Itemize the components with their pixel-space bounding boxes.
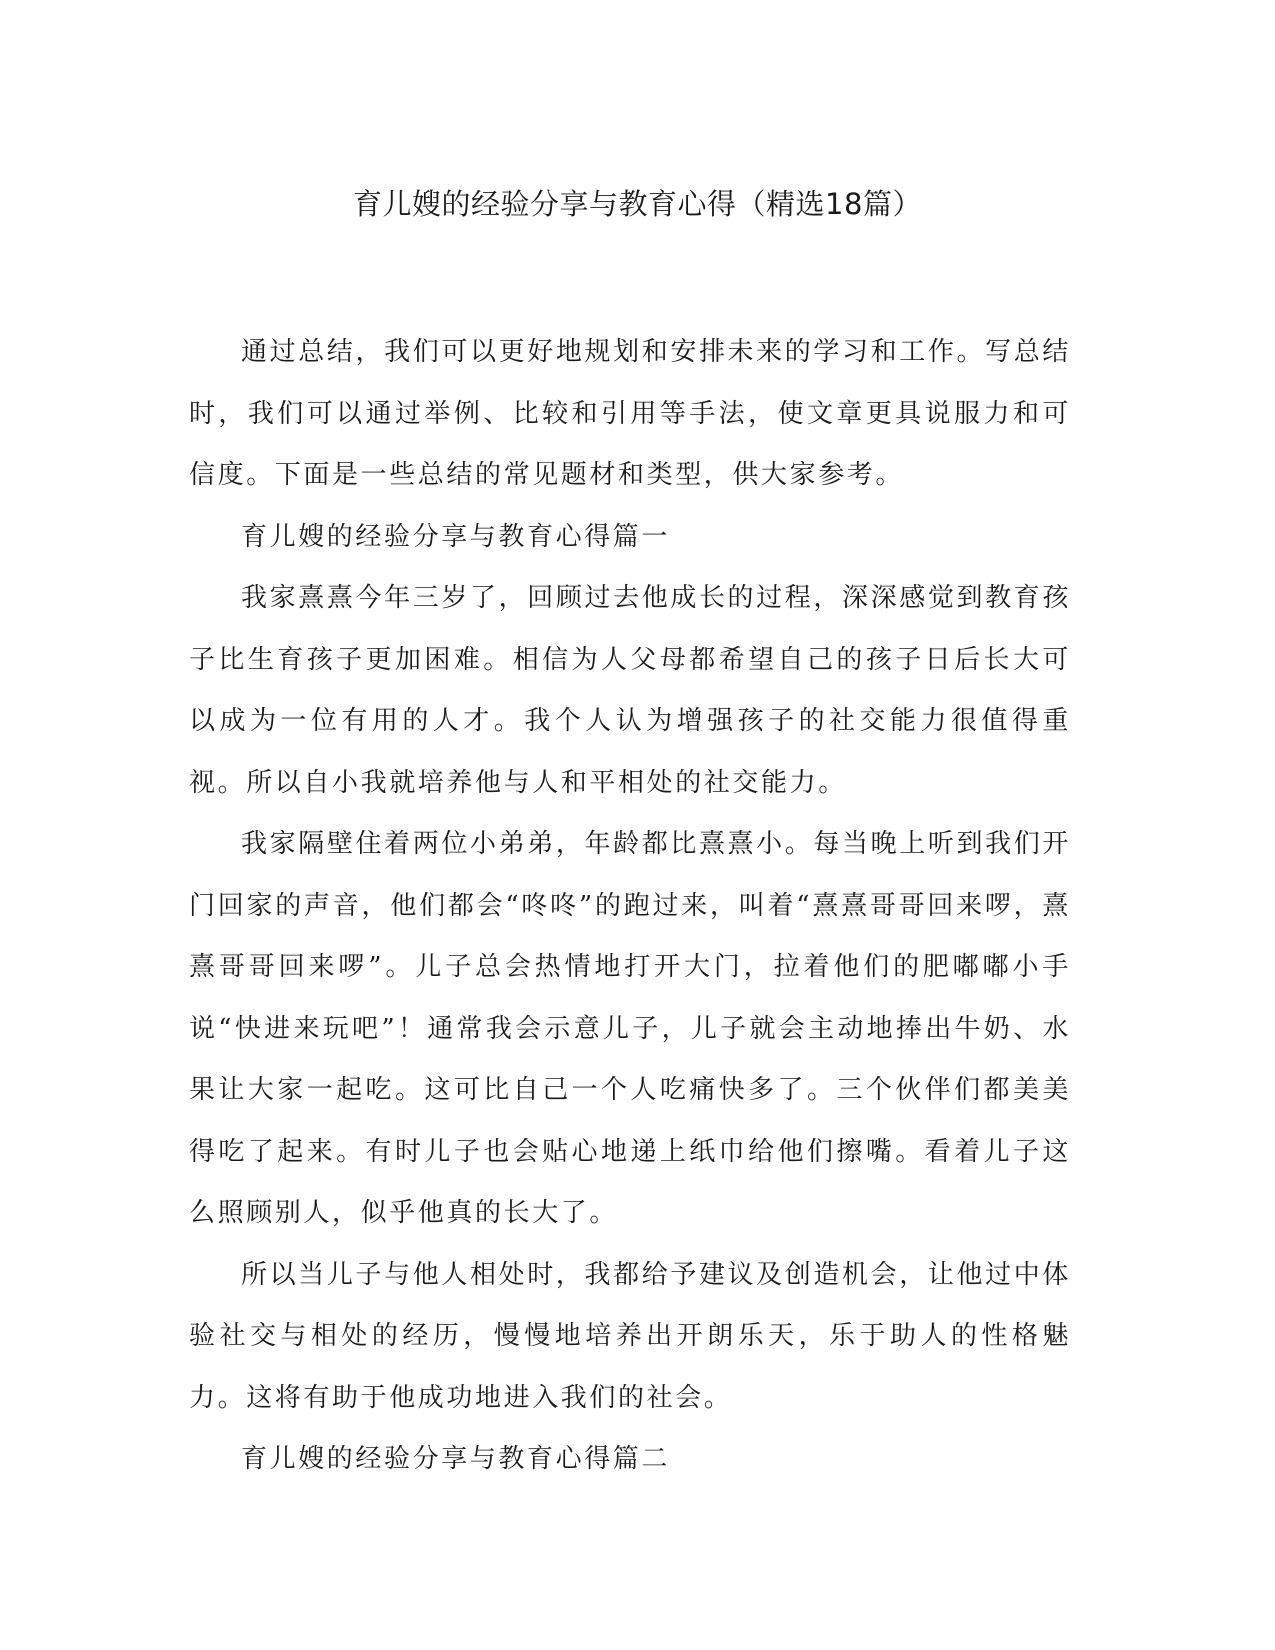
section-heading-2: 育儿嫂的经验分享与教育心得篇二 [241, 1444, 671, 1474]
document-title: 育儿嫂的经验分享与教育心得（精选18篇） [353, 187, 922, 221]
body-paragraph: 我家隔壁住着两位小弟弟，年龄都比熹熹小。每当晚上听到我们开门回家的声音，他们都会“咚咚”的跑过来，叫着“熹熹哥哥回来啰，熹熹哥哥回来啰”。儿子总会热情地打开大门，拉着他们的肥嘟嘟小手说“快进来玩吧”！通常我会示意儿子，儿子就会主动地捧出牛奶、水果让大家一起吃。这可比自己一个人吃痛快多了。三个伙伴们都美美得吃了起来。有时儿子也会贴心地递上纸巾给他们擦嘴。看着儿子这么照顾别人，似乎他真的长大了。 [189, 829, 1071, 1228]
intro-paragraph: 通过总结，我们可以更好地规划和安排未来的学习和工作。写总结时，我们可以通过举例、比较和引用等手法，使文章更具说服力和可信度。下面是一些总结的常见题材和类型，供大家参考。 [189, 337, 1071, 490]
section-heading-1: 育儿嫂的经验分享与教育心得篇一 [241, 521, 671, 552]
body-paragraph: 所以当儿子与他人相处时，我都给予建议及创造机会，让他过中体验社交与相处的经历，慢慢地培养出开朗乐天，乐于助人的性格魅力。这将有助于他成功地进入我们的社会。 [189, 1259, 1071, 1413]
body-paragraph: 我家熹熹今年三岁了，回顾过去他成长的过程，深深感觉到教育孩子比生育孩子更加困难。相信为人父母都希望自己的孩子日后长大可以成为一位有用的人才。我个人认为增强孩子的社交能力很值得重视。所以自小我就培养他与人和平相处的社交能力。 [189, 583, 1071, 798]
document-body [189, 322, 1071, 1491]
